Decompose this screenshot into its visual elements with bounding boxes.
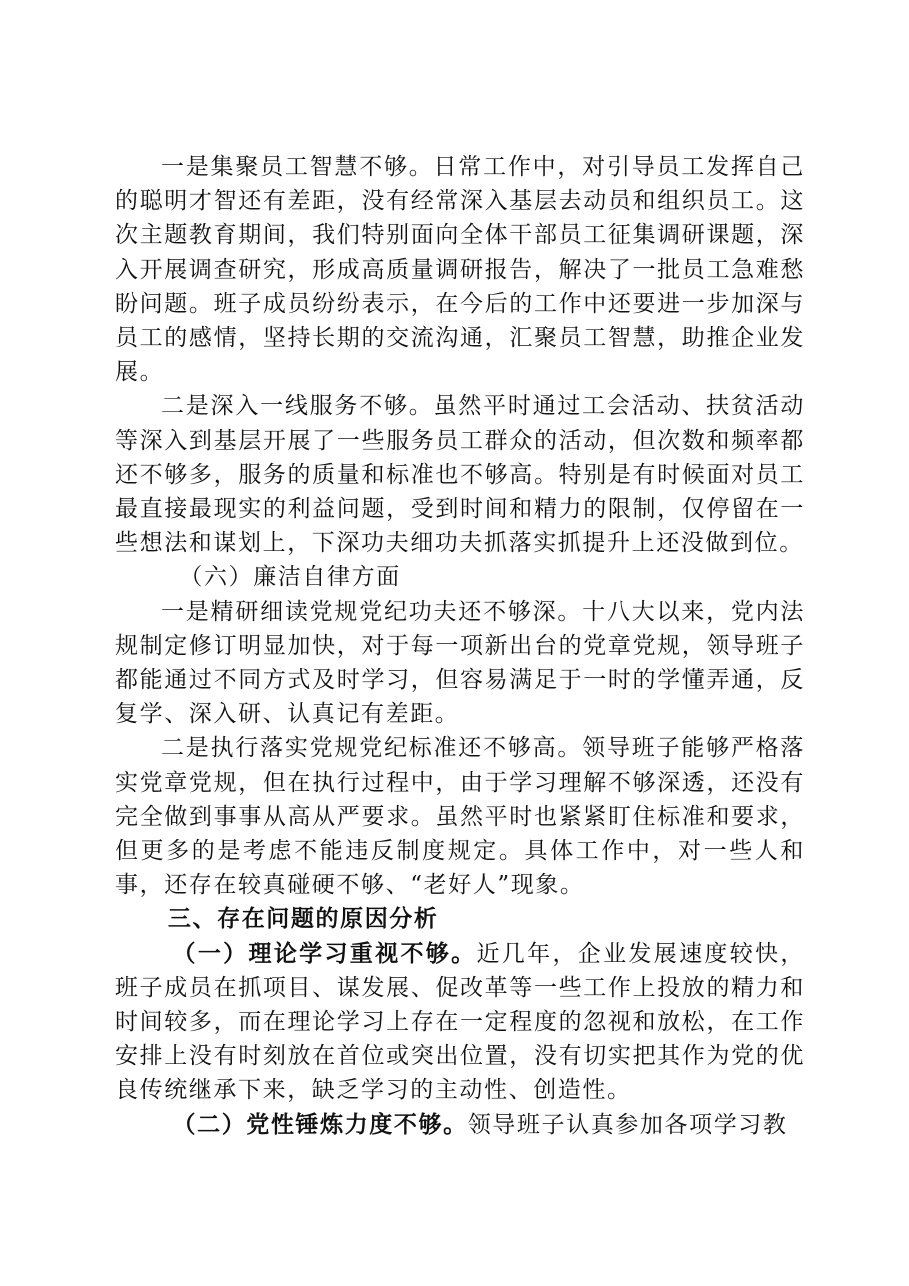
paragraph-lead-party-spirit: （二）党性锤炼力度不够。 <box>172 1111 468 1138</box>
paragraph-theory-study <box>115 937 805 1108</box>
paragraph-body-party-spirit: 领导班子认真参加各项学习教 <box>467 1111 788 1138</box>
section-heading-cause-analysis: 三、存在问题的原因分析 <box>167 906 439 933</box>
paragraph-frontline-service: 二是深入一线服务不够。虽然平时通过工会活动、扶贫活动等深入到基层开展了一些服务员工群众的活动，但次数和频率都还不够多，服务的质量和标准也不够高。特别是有时候面对员工最直接最现实的利益问题，受到时间和精力的限制，仅停留在一些想法和谋划上，下深功夫细功夫抓落实抓提升上还没做到位。 <box>115 393 805 557</box>
subheading-integrity: （六）廉洁自律方面 <box>179 564 401 591</box>
paragraph-lead-theory-study: （一）理论学习重视不够。 <box>172 940 477 967</box>
paragraph-party-rules-execution: 二是执行落实党规党纪标准还不够高。领导班子能够严格落实党章党规，但在执行过程中，由于学习理解不够深透，还没有完全做到事事从高从严要求。虽然平时也紧紧盯住标准和要求，但更多的是考虑不能违反制度规定。具体工作中，对一些人和事，还存在较真碰硬不够、“老好人”现象。 <box>115 735 805 899</box>
paragraph-party-rules-study: 一是精研细读党规党纪功夫还不够深。十八大以来，党内法规制定修订明显加快，对于每一项新出台的党章党规，领导班子都能通过不同方式及时学习，但容易满足于一时的学懂弄通，反复学、深入研、认真记有差距。 <box>115 598 805 728</box>
paragraph-party-spirit <box>115 1108 805 1142</box>
paragraph-employee-wisdom: 一是集聚员工智慧不够。日常工作中，对引导员工发挥自己的聪明才智还有差距，没有经常深入基层去动员和组织员工。这次主题教育期间，我们特别面向全体干部员工征集调研课题，深入开展调查研究，形成高质量调研报告，解决了一批员工急难愁盼问题。班子成员纷纷表示，在今后的工作中还要进一步加深与员工的感情，坚持长期的交流沟通，汇聚员工智慧，助推企业发展。 <box>115 154 805 386</box>
paragraph-body-theory-study: 近几年，企业发展速度较快，班子成员在抓项目、谋发展、促改革等一些工作上投放的精力和时间较多，而在理论学习上存在一定程度的忽视和放松，在工作安排上没有时刻放在首位或突出位置，没有切实把其作为党的优良传统继承下来，缺乏学习的主动性、创造性。 <box>115 940 805 1104</box>
document-body <box>115 150 805 1142</box>
